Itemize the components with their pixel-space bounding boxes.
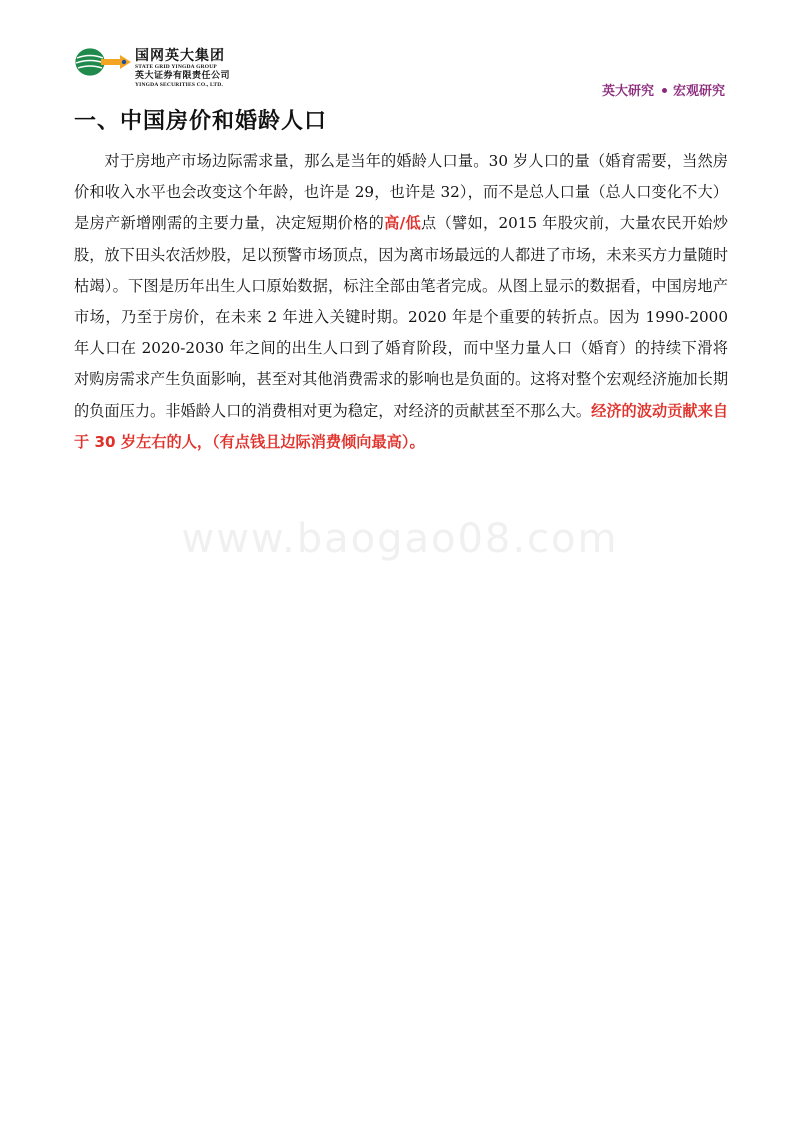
dept-label: 英大研究 <box>601 84 654 99</box>
securities-name-en: YINGDA SECURITIES CO., LTD. <box>135 82 224 88</box>
body-text <box>74 146 728 458</box>
page-header <box>72 44 728 100</box>
paragraph-text-2: 点（譬如，2015 年股灾前，大量农民开始炒股，放下田头农活炒股，足以预警市场顶点，因为离市场最远的人都进了市场，未来买方力量随时枯竭）。下图是历年出生人口原始数据，标注全部由笔者完成。从图上显示的数据看，中国房地产市场，乃至于房价，在未来 2 年进入关键时期。2020 年是个重要的转折点。因为 1990-2000 年人口在 2020-2030 年之间的出生人口到了婚育阶段，而中坚力量人口（婚育）的持续下滑将对购房需求产生负面影响，甚至对其他消费需求的影响也是负面的。这将对整个宏观经济施加长期的负面压力。非婚龄人口的消费相对更为稳定，对经济的贡献甚至不那么大。 <box>74 214 728 420</box>
paragraph-text-1: 对于房地产市场边际需求量，那么是当年的婚龄人口量。30 岁人口的量（婚育需要，当然房价和收入水平也会改变这个年龄，也许是 29，也许是 32），而不是总人口量（总人口变化不大）是房产新增刚需的主要力量，决定短期价格的 <box>74 152 728 233</box>
group-name-cn: 国网英大集团 <box>135 48 225 64</box>
highlight-high-low: 高/低 <box>384 214 421 233</box>
company-name-block <box>135 48 230 89</box>
header-category <box>602 80 725 99</box>
section-title: 一、中国房价和婚龄人口 <box>74 109 328 134</box>
highlight-conclusion: 经济的波动贡献来自于 30 岁左右的人，（有点钱且边际消费倾向最高）。 <box>74 401 729 451</box>
bullet-dot-icon <box>662 88 667 93</box>
paragraph <box>74 146 728 458</box>
category-label: 宏观研究 <box>672 84 725 99</box>
watermark: www.baogao08.com <box>181 516 619 562</box>
group-name-en: STATE GRID YINGDA GROUP <box>135 64 217 70</box>
securities-name-cn: 英大证券有限责任公司 <box>135 71 231 81</box>
state-grid-logo-icon <box>74 47 132 77</box>
